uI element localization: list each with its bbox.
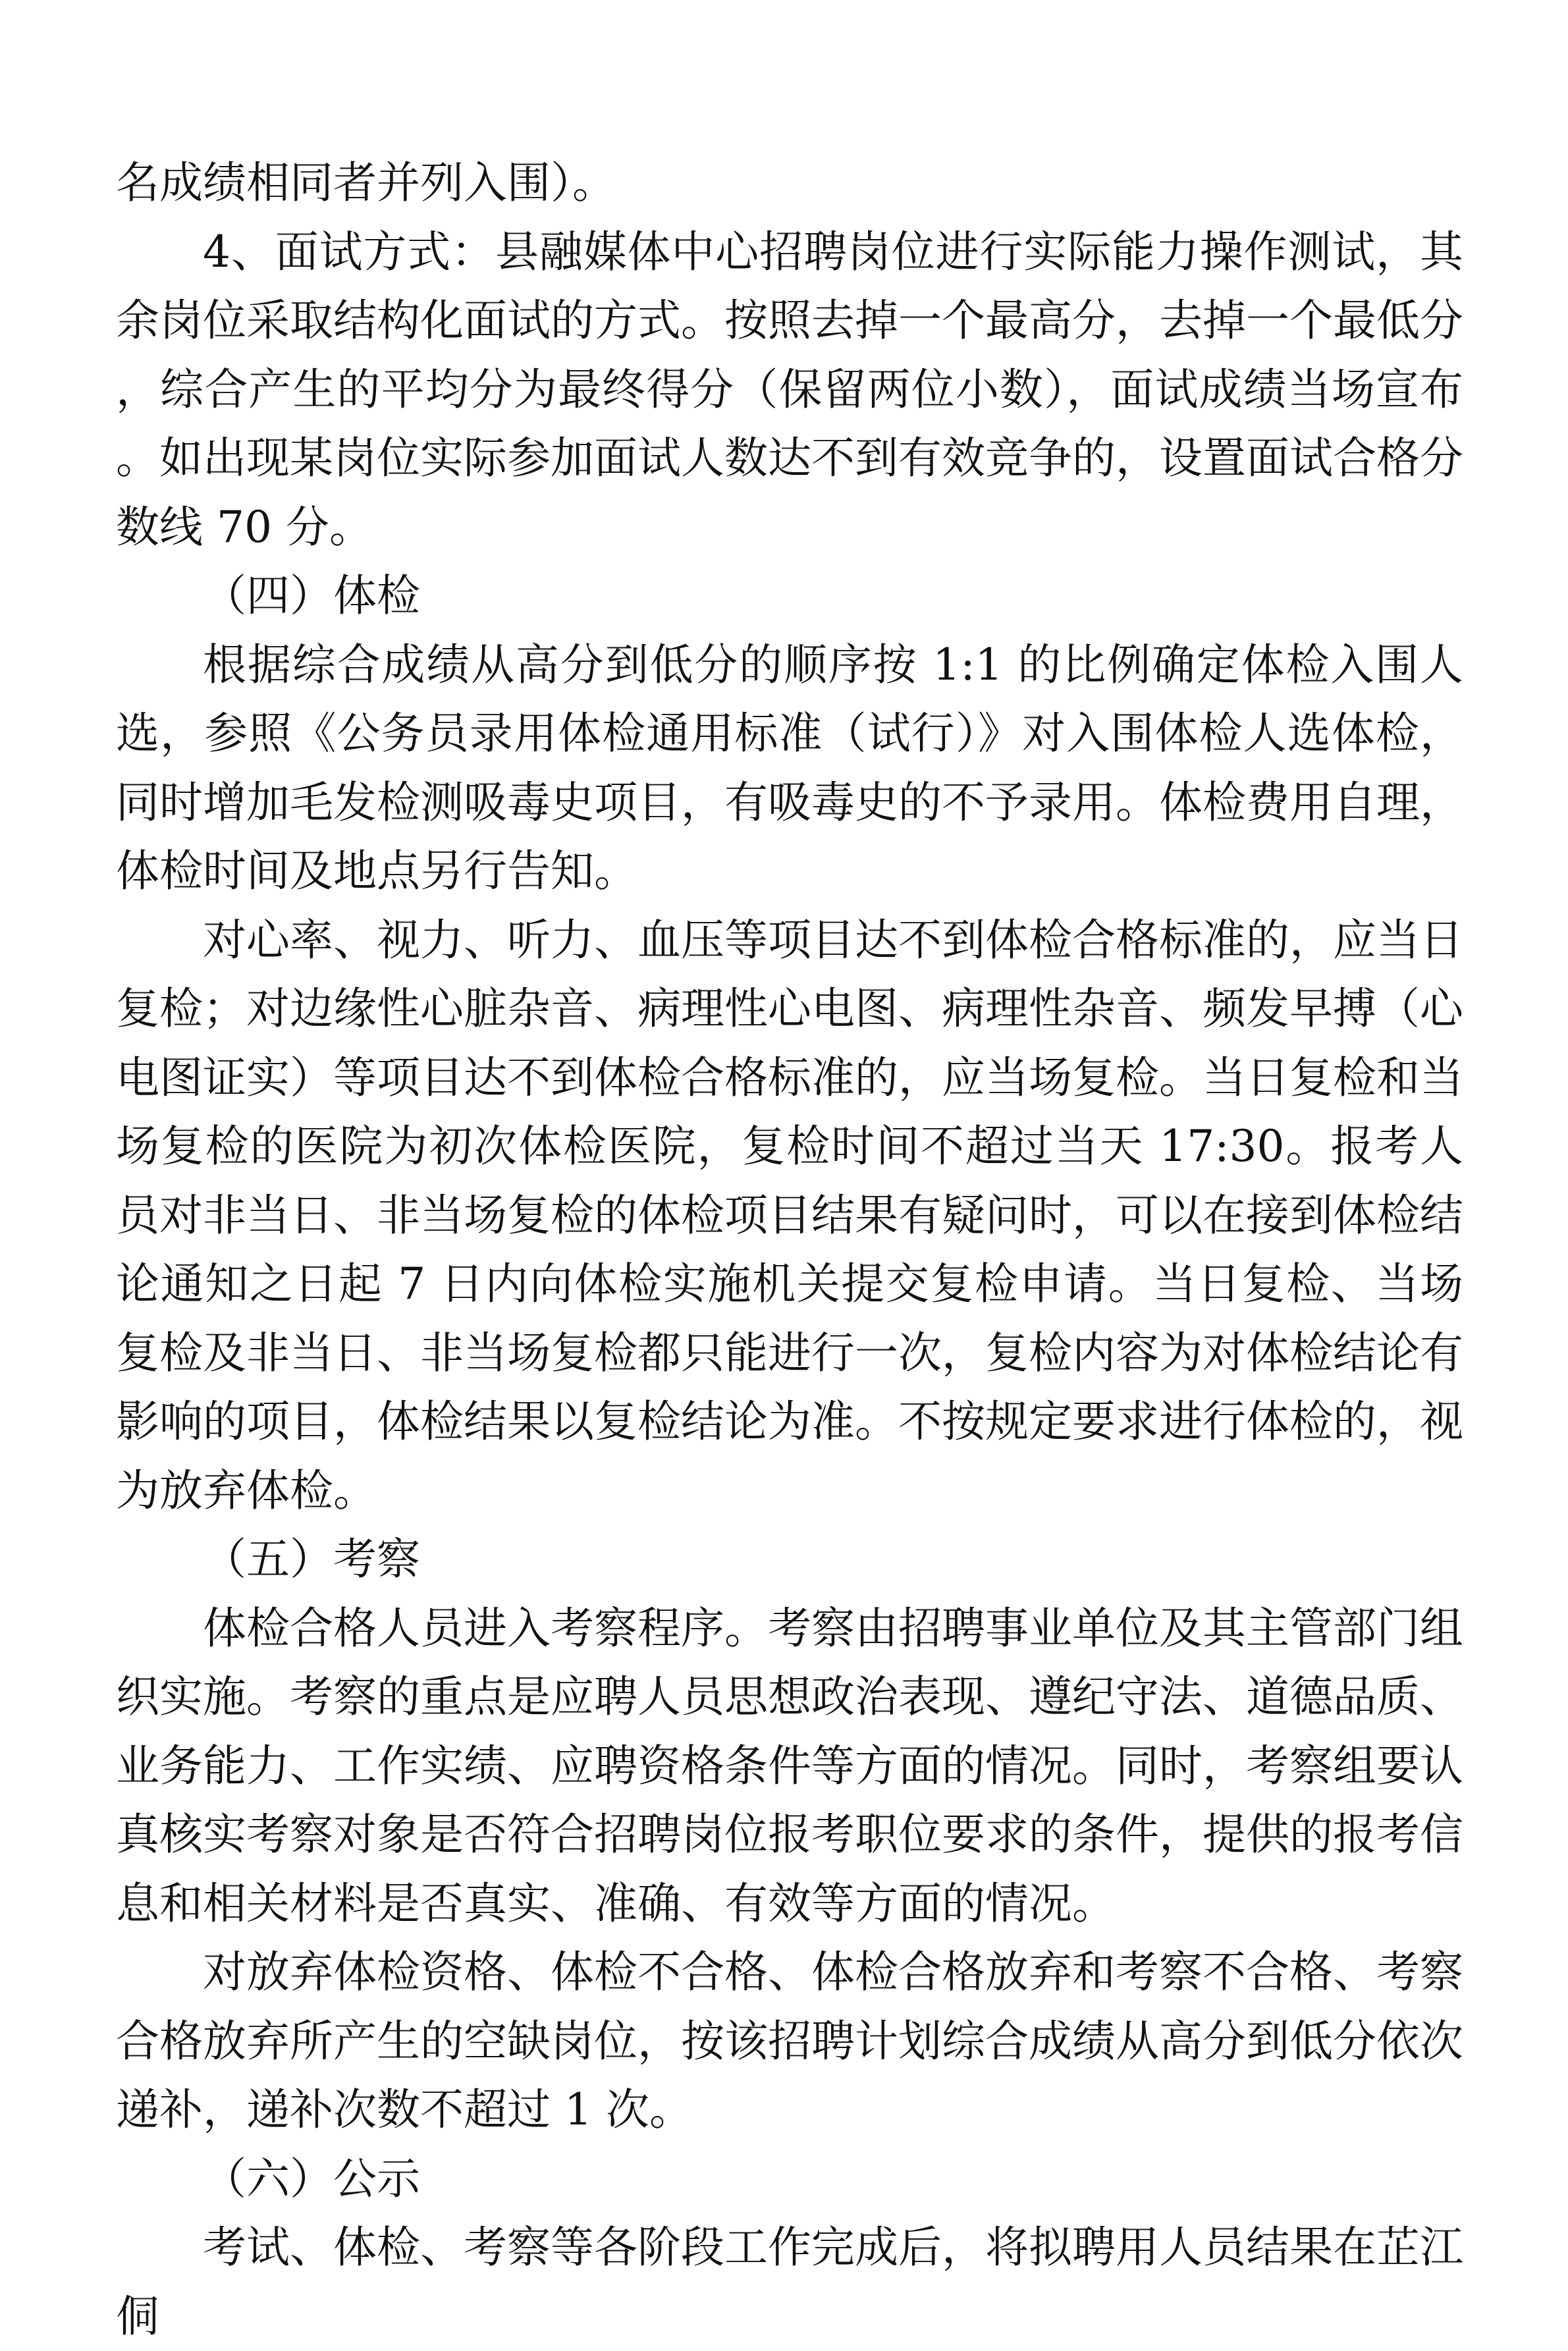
section-heading-physical-exam: （四）体检 <box>203 570 420 621</box>
paragraph-interview-method: 4、面试方式：县融媒体中心招聘岗位进行实际能力操作测试，其余岗位采取结构化面试的方式。按照去掉一个最高分，去掉一个最低分，综合产生的平均分为最终得分（保留两位小数），面试成绩当场宣布。如出现某岗位实际参加面试人数达不到有效竞争的，设置面试合格分数线 70 分。 <box>116 226 1463 553</box>
paragraph-inspection-procedure: 体检合格人员进入考察程序。考察由招聘事业单位及其主管部门组织实施。考察的重点是应聘人员思想政治表现、遵纪守法、道德品质、业务能力、工作实绩、应聘资格条件等方面的情况。同时，考察组要认真核实考察对象是否符合招聘岗位报考职位要求的条件，提供的报考信息和相关材料是否真实、准确、有效等方面的情况。 <box>116 1602 1463 1929</box>
document-body <box>116 149 1463 2351</box>
paragraph-vacancy-backfill: 对放弃体检资格、体检不合格、体检合格放弃和考察不合格、考察合格放弃所产生的空缺岗位，按该招聘计划综合成绩从高分到低分依次递补，递补次数不超过 1 次。 <box>116 1947 1463 2135</box>
paragraph-physical-exam-recheck: 对心率、视力、听力、血压等项目达不到体检合格标准的，应当日复检；对边缘性心脏杂音、病理性心电图、病理性杂音、频发早搏（心电图证实）等项目达不到体检合格标准的，应当场复检。当日复检和当场复检的医院为初次体检医院，复检时间不超过当天 17:30。报考人员对非当日、非当场复检的体检项目结果有疑问时，可以在接到体检结论通知之日起 7 日内向体检实施机关提交复检申请。当日复检、当场复检及非当日、非当场复检都只能进行一次，复检内容为对体检结论有影响的项目，体检结果以复检结论为准。不按规定要求进行体检的，视为放弃体检。 <box>116 914 1463 1516</box>
section-heading-publicity: （六）公示 <box>203 2153 420 2204</box>
paragraph-publicity: 考试、体检、考察等各阶段工作完成后，将拟聘用人员结果在芷江侗 <box>116 2222 1463 2342</box>
paragraph-physical-exam-selection: 根据综合成绩从高分到低分的顺序按 1:1 的比例确定体检入围人选，参照《公务员录用体检通用标准（试行）》对入围体检人选体检，同时增加毛发检测吸毒史项目，有吸毒史的不予录用。体检费用自理，体检时间及地点另行告知。 <box>116 639 1463 896</box>
section-heading-inspection: （五）考察 <box>203 1534 420 1584</box>
paragraph-continuation: 名成绩相同者并列入围）。 <box>116 157 616 208</box>
